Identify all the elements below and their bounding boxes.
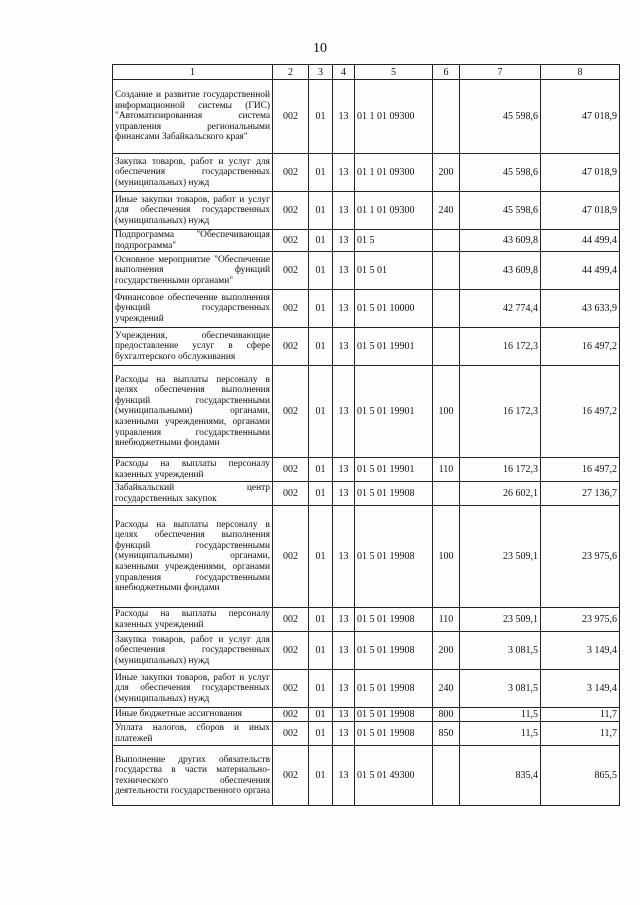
expense-type-cell: 110 [433, 458, 460, 482]
row-name-cell: Закупка товаров, работ и услуг для обеспечения государственных (муниципальных) нужд [113, 632, 273, 670]
target-article-cell: 01 5 [355, 230, 433, 252]
target-article-cell: 01 5 01 19908 [355, 506, 433, 608]
header-cell: 5 [355, 65, 433, 80]
row-name-cell: Уплата налогов, сборов и иных платежей [113, 722, 273, 746]
header-row [113, 65, 620, 80]
section-code-cell: 01 [309, 252, 333, 290]
expense-type-cell: 200 [433, 154, 460, 192]
section-code-cell: 01 [309, 708, 333, 722]
target-article-cell: 01 1 01 09300 [355, 154, 433, 192]
amount-year1-cell: 11,5 [460, 708, 541, 722]
row-name-cell: Расходы на выплаты персоналу в целях обеспечения выполнения функций государственными (муниципальными) органами, казенными учреждениями, органами управления государственными внебюджетными фондами [113, 506, 273, 608]
expense-type-cell [433, 290, 460, 328]
amount-year1-cell: 3 081,5 [460, 670, 541, 708]
expense-type-cell [433, 746, 460, 806]
admin-code-cell: 002 [273, 746, 309, 806]
subsection-code-cell: 13 [333, 722, 355, 746]
table-row [113, 708, 620, 722]
admin-code-cell: 002 [273, 252, 309, 290]
admin-code-cell: 002 [273, 328, 309, 366]
table-row [113, 192, 620, 230]
amount-year1-cell: 23 509,1 [460, 506, 541, 608]
admin-code-cell: 002 [273, 708, 309, 722]
amount-year1-cell: 45 598,6 [460, 154, 541, 192]
subsection-code-cell: 13 [333, 80, 355, 154]
subsection-code-cell: 13 [333, 154, 355, 192]
admin-code-cell: 002 [273, 506, 309, 608]
table-row [113, 506, 620, 608]
header-cell: 1 [113, 65, 273, 80]
table-row [113, 328, 620, 366]
expense-type-cell: 240 [433, 192, 460, 230]
subsection-code-cell: 13 [333, 746, 355, 806]
target-article-cell: 01 5 01 19908 [355, 708, 433, 722]
expense-type-cell: 240 [433, 670, 460, 708]
target-article-cell: 01 5 01 19908 [355, 632, 433, 670]
section-code-cell: 01 [309, 230, 333, 252]
header-cell: 3 [309, 65, 333, 80]
amount-year1-cell: 45 598,6 [460, 192, 541, 230]
admin-code-cell: 002 [273, 722, 309, 746]
table-row [113, 80, 620, 154]
row-name-cell: Закупка товаров, работ и услуг для обеспечения государственных (муниципальных) нужд [113, 154, 273, 192]
table-row [113, 366, 620, 458]
admin-code-cell: 002 [273, 458, 309, 482]
expense-type-cell [433, 230, 460, 252]
subsection-code-cell: 13 [333, 670, 355, 708]
target-article-cell: 01 1 01 09300 [355, 192, 433, 230]
admin-code-cell: 002 [273, 632, 309, 670]
subsection-code-cell: 13 [333, 482, 355, 506]
table-row [113, 230, 620, 252]
amount-year1-cell: 16 172,3 [460, 328, 541, 366]
expense-type-cell: 850 [433, 722, 460, 746]
target-article-cell: 01 5 01 19908 [355, 670, 433, 708]
section-code-cell: 01 [309, 192, 333, 230]
table-row [113, 252, 620, 290]
amount-year1-cell: 23 509,1 [460, 608, 541, 632]
target-article-cell: 01 5 01 19901 [355, 458, 433, 482]
amount-year2-cell: 11,7 [541, 722, 620, 746]
subsection-code-cell: 13 [333, 252, 355, 290]
section-code-cell: 01 [309, 80, 333, 154]
amount-year2-cell: 865,5 [541, 746, 620, 806]
amount-year2-cell: 16 497,2 [541, 458, 620, 482]
amount-year2-cell: 44 499,4 [541, 230, 620, 252]
header-cell: 2 [273, 65, 309, 80]
section-code-cell: 01 [309, 506, 333, 608]
target-article-cell: 01 5 01 19908 [355, 608, 433, 632]
admin-code-cell: 002 [273, 608, 309, 632]
page-number: 10 [313, 41, 327, 56]
table-row [113, 632, 620, 670]
amount-year2-cell: 16 497,2 [541, 328, 620, 366]
table-row [113, 458, 620, 482]
amount-year2-cell: 44 499,4 [541, 252, 620, 290]
budget-table [112, 64, 620, 806]
section-code-cell: 01 [309, 154, 333, 192]
table-row [113, 722, 620, 746]
amount-year1-cell: 16 172,3 [460, 458, 541, 482]
amount-year2-cell: 27 136,7 [541, 482, 620, 506]
row-name-cell: Основное мероприятие "Обеспечение выполнения функций государственными органами" [113, 252, 273, 290]
row-name-cell: Создание и развитие государственной информационной системы (ГИС) "Автоматизированная система управления региональными финансами Забайкальского края" [113, 80, 273, 154]
target-article-cell: 01 5 01 19901 [355, 328, 433, 366]
row-name-cell: Забайкальский центр государственных закупок [113, 482, 273, 506]
expense-type-cell: 110 [433, 608, 460, 632]
admin-code-cell: 002 [273, 154, 309, 192]
subsection-code-cell: 13 [333, 506, 355, 608]
amount-year2-cell: 47 018,9 [541, 154, 620, 192]
admin-code-cell: 002 [273, 230, 309, 252]
header-cell: 7 [460, 65, 541, 80]
subsection-code-cell: 13 [333, 608, 355, 632]
admin-code-cell: 002 [273, 366, 309, 458]
subsection-code-cell: 13 [333, 708, 355, 722]
row-name-cell: Финансовое обеспечение выполнения функций государственных учреждений [113, 290, 273, 328]
table-row [113, 154, 620, 192]
admin-code-cell: 002 [273, 192, 309, 230]
section-code-cell: 01 [309, 328, 333, 366]
section-code-cell: 01 [309, 670, 333, 708]
amount-year2-cell: 43 633,9 [541, 290, 620, 328]
subsection-code-cell: 13 [333, 230, 355, 252]
row-name-cell: Подпрограмма "Обеспечивающая подпрограмма" [113, 230, 273, 252]
amount-year1-cell: 3 081,5 [460, 632, 541, 670]
admin-code-cell: 002 [273, 290, 309, 328]
subsection-code-cell: 13 [333, 632, 355, 670]
subsection-code-cell: 13 [333, 192, 355, 230]
amount-year2-cell: 11,7 [541, 708, 620, 722]
row-name-cell: Иные бюджетные ассигнования [113, 708, 273, 722]
expense-type-cell: 100 [433, 366, 460, 458]
admin-code-cell: 002 [273, 482, 309, 506]
section-code-cell: 01 [309, 746, 333, 806]
expense-type-cell: 800 [433, 708, 460, 722]
expense-type-cell: 100 [433, 506, 460, 608]
table-row [113, 608, 620, 632]
target-article-cell: 01 5 01 19908 [355, 722, 433, 746]
row-name-cell: Выполнение других обязательств государства в части материально-технического обеспечения деятельности государственного органа [113, 746, 273, 806]
row-name-cell: Расходы на выплаты персоналу казенных учреждений [113, 458, 273, 482]
row-name-cell: Учреждения, обеспечивающие предоставление услуг в сфере бухгалтерского обслуживания [113, 328, 273, 366]
expense-type-cell [433, 252, 460, 290]
section-code-cell: 01 [309, 608, 333, 632]
target-article-cell: 01 5 01 10000 [355, 290, 433, 328]
admin-code-cell: 002 [273, 670, 309, 708]
section-code-cell: 01 [309, 632, 333, 670]
target-article-cell: 01 5 01 [355, 252, 433, 290]
subsection-code-cell: 13 [333, 458, 355, 482]
amount-year2-cell: 3 149,4 [541, 632, 620, 670]
row-name-cell: Иные закупки товаров, работ и услуг для обеспечения государственных (муниципальных) нужд [113, 192, 273, 230]
subsection-code-cell: 13 [333, 366, 355, 458]
expense-type-cell [433, 80, 460, 154]
expense-type-cell: 200 [433, 632, 460, 670]
amount-year2-cell: 47 018,9 [541, 80, 620, 154]
section-code-cell: 01 [309, 366, 333, 458]
section-code-cell: 01 [309, 482, 333, 506]
table-row [113, 482, 620, 506]
admin-code-cell: 002 [273, 80, 309, 154]
expense-type-cell [433, 482, 460, 506]
target-article-cell: 01 1 01 09300 [355, 80, 433, 154]
amount-year1-cell: 43 609,8 [460, 252, 541, 290]
amount-year1-cell: 42 774,4 [460, 290, 541, 328]
table-row [113, 290, 620, 328]
table-row [113, 670, 620, 708]
target-article-cell: 01 5 01 19908 [355, 482, 433, 506]
amount-year1-cell: 45 598,6 [460, 80, 541, 154]
amount-year1-cell: 26 602,1 [460, 482, 541, 506]
amount-year1-cell: 16 172,3 [460, 366, 541, 458]
amount-year2-cell: 3 149,4 [541, 670, 620, 708]
row-name-cell: Расходы на выплаты персоналу казенных учреждений [113, 608, 273, 632]
amount-year1-cell: 835,4 [460, 746, 541, 806]
header-cell: 4 [333, 65, 355, 80]
amount-year1-cell: 11,5 [460, 722, 541, 746]
target-article-cell: 01 5 01 19901 [355, 366, 433, 458]
section-code-cell: 01 [309, 722, 333, 746]
subsection-code-cell: 13 [333, 290, 355, 328]
header-cell: 6 [433, 65, 460, 80]
row-name-cell: Иные закупки товаров, работ и услуг для обеспечения государственных (муниципальных) нужд [113, 670, 273, 708]
table-row [113, 746, 620, 806]
row-name-cell: Расходы на выплаты персоналу в целях обеспечения выполнения функций государственными (муниципальными) органами, казенными учреждениями, органами управления государственными внебюджетными фондами [113, 366, 273, 458]
amount-year2-cell: 16 497,2 [541, 366, 620, 458]
target-article-cell: 01 5 01 49300 [355, 746, 433, 806]
amount-year2-cell: 23 975,6 [541, 506, 620, 608]
header-cell: 8 [541, 65, 620, 80]
section-code-cell: 01 [309, 458, 333, 482]
amount-year1-cell: 43 609,8 [460, 230, 541, 252]
expense-type-cell [433, 328, 460, 366]
section-code-cell: 01 [309, 290, 333, 328]
subsection-code-cell: 13 [333, 328, 355, 366]
amount-year2-cell: 47 018,9 [541, 192, 620, 230]
amount-year2-cell: 23 975,6 [541, 608, 620, 632]
